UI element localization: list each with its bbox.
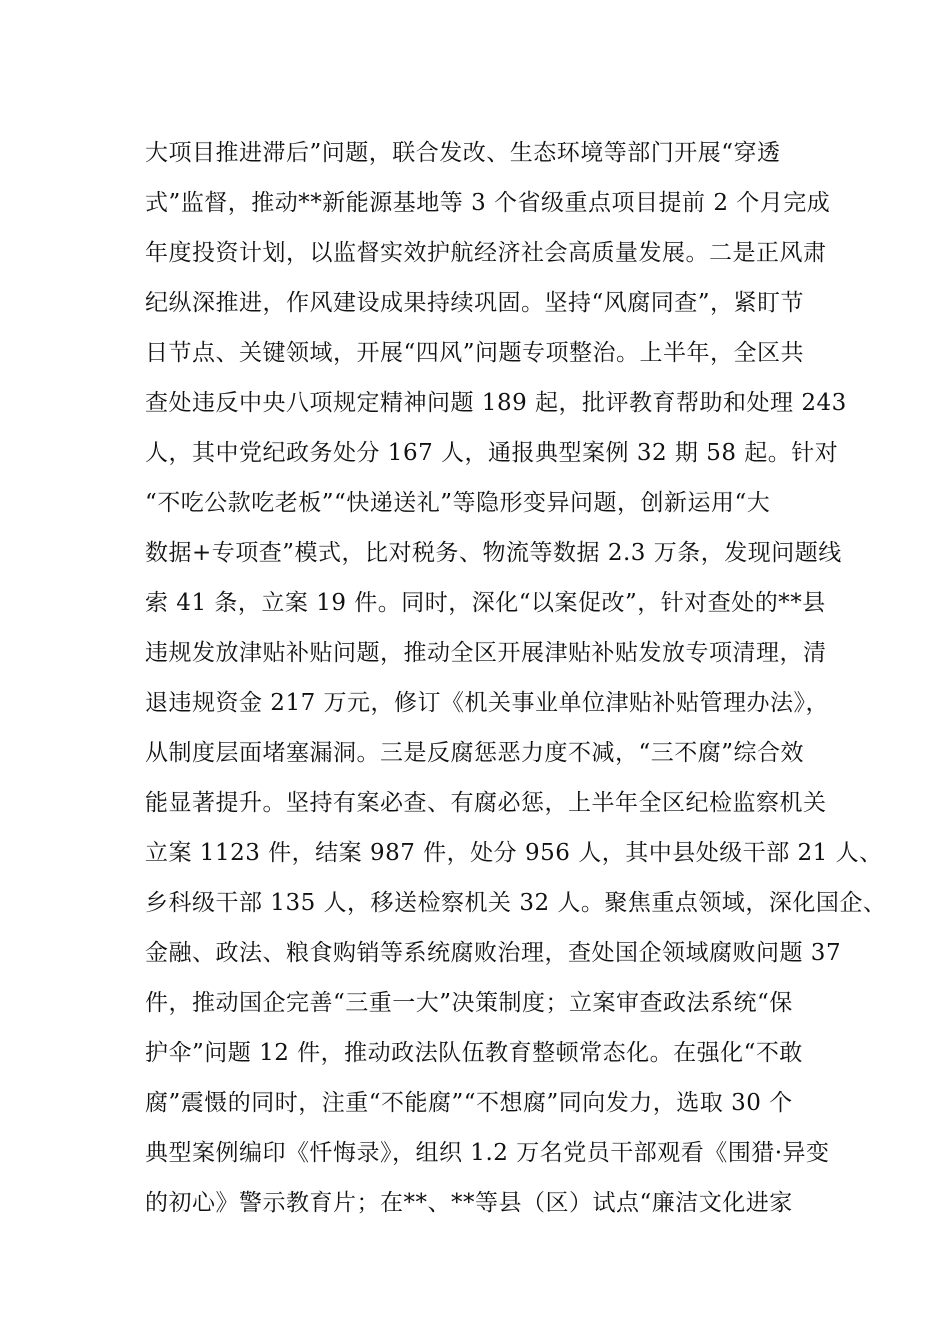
text-line: 能显著提升。坚持有案必查、有腐必惩，上半年全区纪检监察机关 — [145, 790, 827, 816]
text-line: 典型案例编印《忏悔录》，组织 1.2 万名党员干部观看《围猎·异变 — [145, 1140, 830, 1166]
text-line: 金融、政法、粮食购销等系统腐败治理，查处国企领域腐败问题 37 — [145, 940, 842, 966]
text-line: 索 41 条，立案 19 件。同时，深化“以案促改”，针对查处的**县 — [145, 590, 826, 616]
text-line: 人，其中党纪政务处分 167 人，通报典型案例 32 期 58 起。针对 — [145, 440, 839, 466]
text-line: 日节点、关键领域，开展“四风”问题专项整治。上半年，全区共 — [145, 340, 805, 366]
text-line: 数据+专项查”模式，比对税务、物流等数据 2.3 万条，发现问题线 — [145, 540, 842, 566]
text-line: “不吃公款吃老板”“快递送礼”等隐形变异问题，创新运用“大 — [145, 490, 771, 516]
text-line: 式”监督，推动**新能源基地等 3 个省级重点项目提前 2 个月完成 — [145, 190, 831, 216]
text-line: 乡科级干部 135 人，移送检察机关 32 人。聚焦重点领域，深化国企、 — [145, 890, 887, 916]
text-line: 腐”震慑的同时，注重“不能腐”“不想腐”同向发力，选取 30 个 — [145, 1090, 793, 1116]
text-line: 年度投资计划，以监督实效护航经济社会高质量发展。二是正风肃 — [145, 240, 827, 266]
text-line: 退违规资金 217 万元，修订《机关事业单位津贴补贴管理办法》， — [145, 690, 830, 716]
text-line: 的初心》警示教育片；在**、**等县（区）试点“廉洁文化进家 — [145, 1190, 793, 1216]
text-line: 件，推动国企完善“三重一大”决策制度；立案审查政法系统“保 — [145, 990, 793, 1016]
text-line: 立案 1123 件，结案 987 件，处分 956 人，其中县处级干部 21 人、 — [145, 840, 883, 866]
text-line: 从制度层面堵塞漏洞。三是反腐惩恶力度不减，“三不腐”综合效 — [145, 740, 805, 766]
text-line: 违规发放津贴补贴问题，推动全区开展津贴补贴发放专项清理，清 — [145, 640, 827, 666]
document-body — [145, 128, 887, 1228]
text-line: 纪纵深推进，作风建设成果持续巩固。坚持“风腐同查”，紧盯节 — [145, 290, 805, 316]
text-line: 护伞”问题 12 件，推动政法队伍教育整顿常态化。在强化“不敢 — [145, 1040, 803, 1066]
text-line: 查处违反中央八项规定精神问题 189 起，批评教育帮助和处理 243 — [145, 390, 847, 416]
text-line: 大项目推进滞后”问题，联合发改、生态环境等部门开展“穿透 — [145, 140, 781, 166]
